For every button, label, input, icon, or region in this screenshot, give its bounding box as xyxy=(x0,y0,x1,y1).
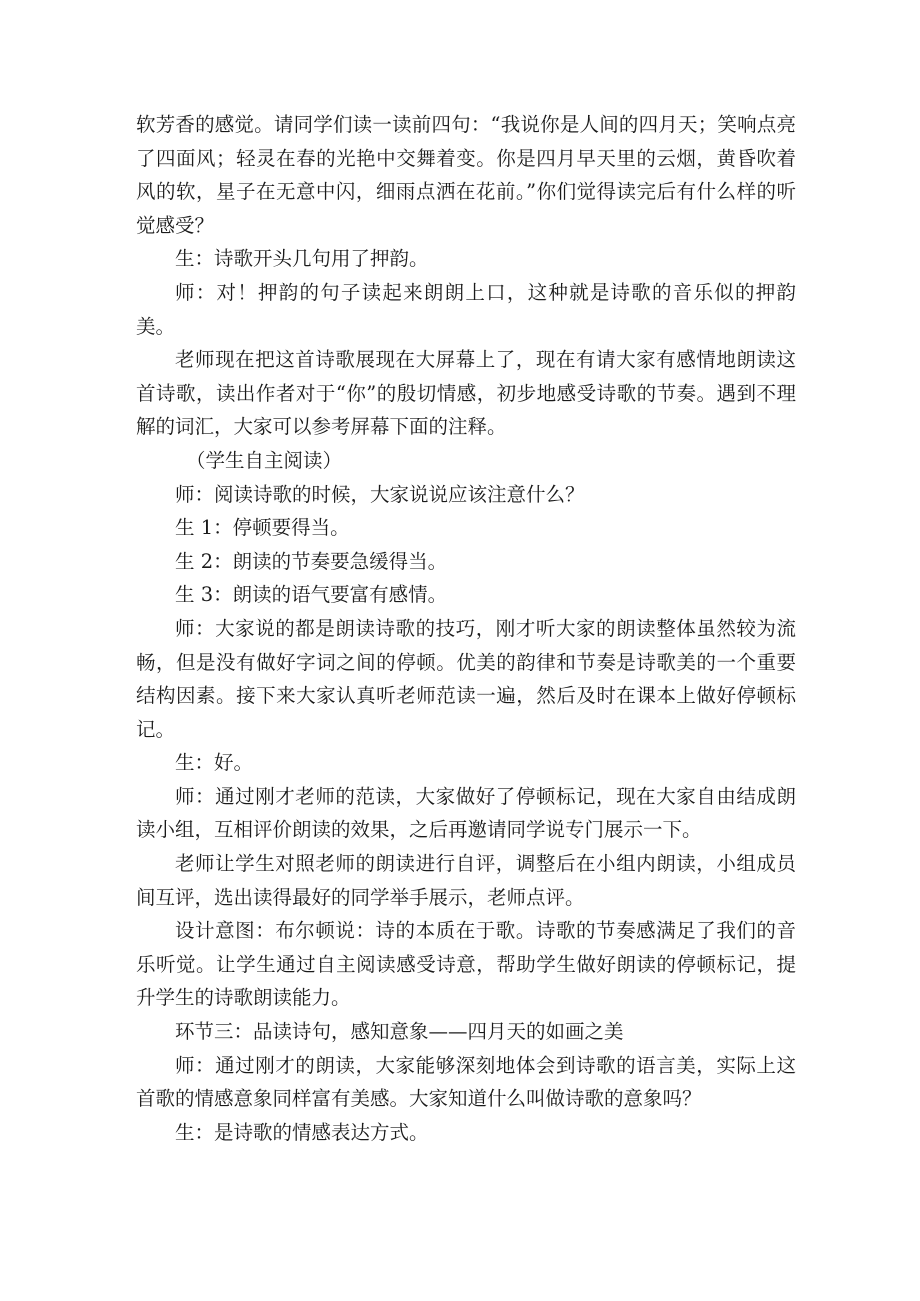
paragraph-student-answer: 生：诗歌开头几句用了押韵。 xyxy=(175,247,429,271)
paragraph-teacher-group: 师：通过刚才老师的范读，大家做好了停顿标记，现在大家自由结成朗读小组，互相评价朗读的效果，之后再邀请同学说专门展示一下。 xyxy=(136,784,796,842)
paragraph-stage-direction: （学生自主阅读） xyxy=(186,448,343,472)
paragraph-student-1: 生 1：停顿要得当。 xyxy=(175,516,350,540)
paragraph-student-3: 生 3：朗读的语气要富有感情。 xyxy=(175,583,448,607)
paragraph-student-ok: 生：好。 xyxy=(175,751,254,775)
paragraph-teacher-instruction: 老师现在把这首诗歌展现在大屏幕上了，现在有请大家有感情地朗读这首诗歌，读出作者对于“你”的殷切情感，初步地感受诗歌的节奏。遇到不理解的词汇，大家可以参考屏幕下面的注释。 xyxy=(136,348,796,439)
paragraph-student-2: 生 2：朗读的节奏要急缓得当。 xyxy=(175,549,448,573)
paragraph-teacher-reply: 师：对！押韵的句子读起来朗朗上口，这种就是诗歌的音乐似的押韵美。 xyxy=(136,280,796,338)
paragraph-student-imagery: 生：是诗歌的情感表达方式。 xyxy=(175,1120,429,1144)
paragraph-self-evaluation: 老师让学生对照老师的朗读进行自评，调整后在小组内朗读，小组成员间互评，选出读得最好的同学举手展示，老师点评。 xyxy=(136,852,796,909)
document-body xyxy=(136,108,796,1149)
paragraph-design-intent: 设计意图：布尔顿说：诗的本质在于歌。诗歌的节奏感满足了我们的音乐听觉。让学生通过自主阅读感受诗意，帮助学生做好朗读的停顿标记，提升学生的诗歌朗读能力。 xyxy=(136,919,796,1010)
paragraph-continuation: 软芳香的感觉。请同学们读一读前四句：“我说你是人间的四月天；笑响点亮了四面风；轻灵在春的光艳中交舞着变。你是四月早天里的云烟，黄昏吹着风的软，星子在无意中闪，细雨点洒在花前。”你们觉得读完后有什么样的听觉感受？ xyxy=(136,113,796,237)
paragraph-teacher-imagery: 师：通过刚才的朗读，大家能够深刻地体会到诗歌的语言美，实际上这首歌的情感意象同样富有美感。大家知道什么叫做诗歌的意象吗？ xyxy=(136,1053,796,1111)
paragraph-teacher-comment: 师：大家说的都是朗读诗歌的技巧，刚才听大家的朗读整体虽然较为流畅，但是没有做好字词之间的停顿。优美的韵律和节奏是诗歌美的一个重要结构因素。接下来大家认真听老师范读一遍，然后及时在课本上做好停顿标记。 xyxy=(136,616,796,741)
paragraph-teacher-question: 师：阅读诗歌的时候，大家说说应该注意什么？ xyxy=(175,482,585,506)
section-heading-stage-three: 环节三：品读诗句，感知意象——四月天的如画之美 xyxy=(175,1020,624,1044)
